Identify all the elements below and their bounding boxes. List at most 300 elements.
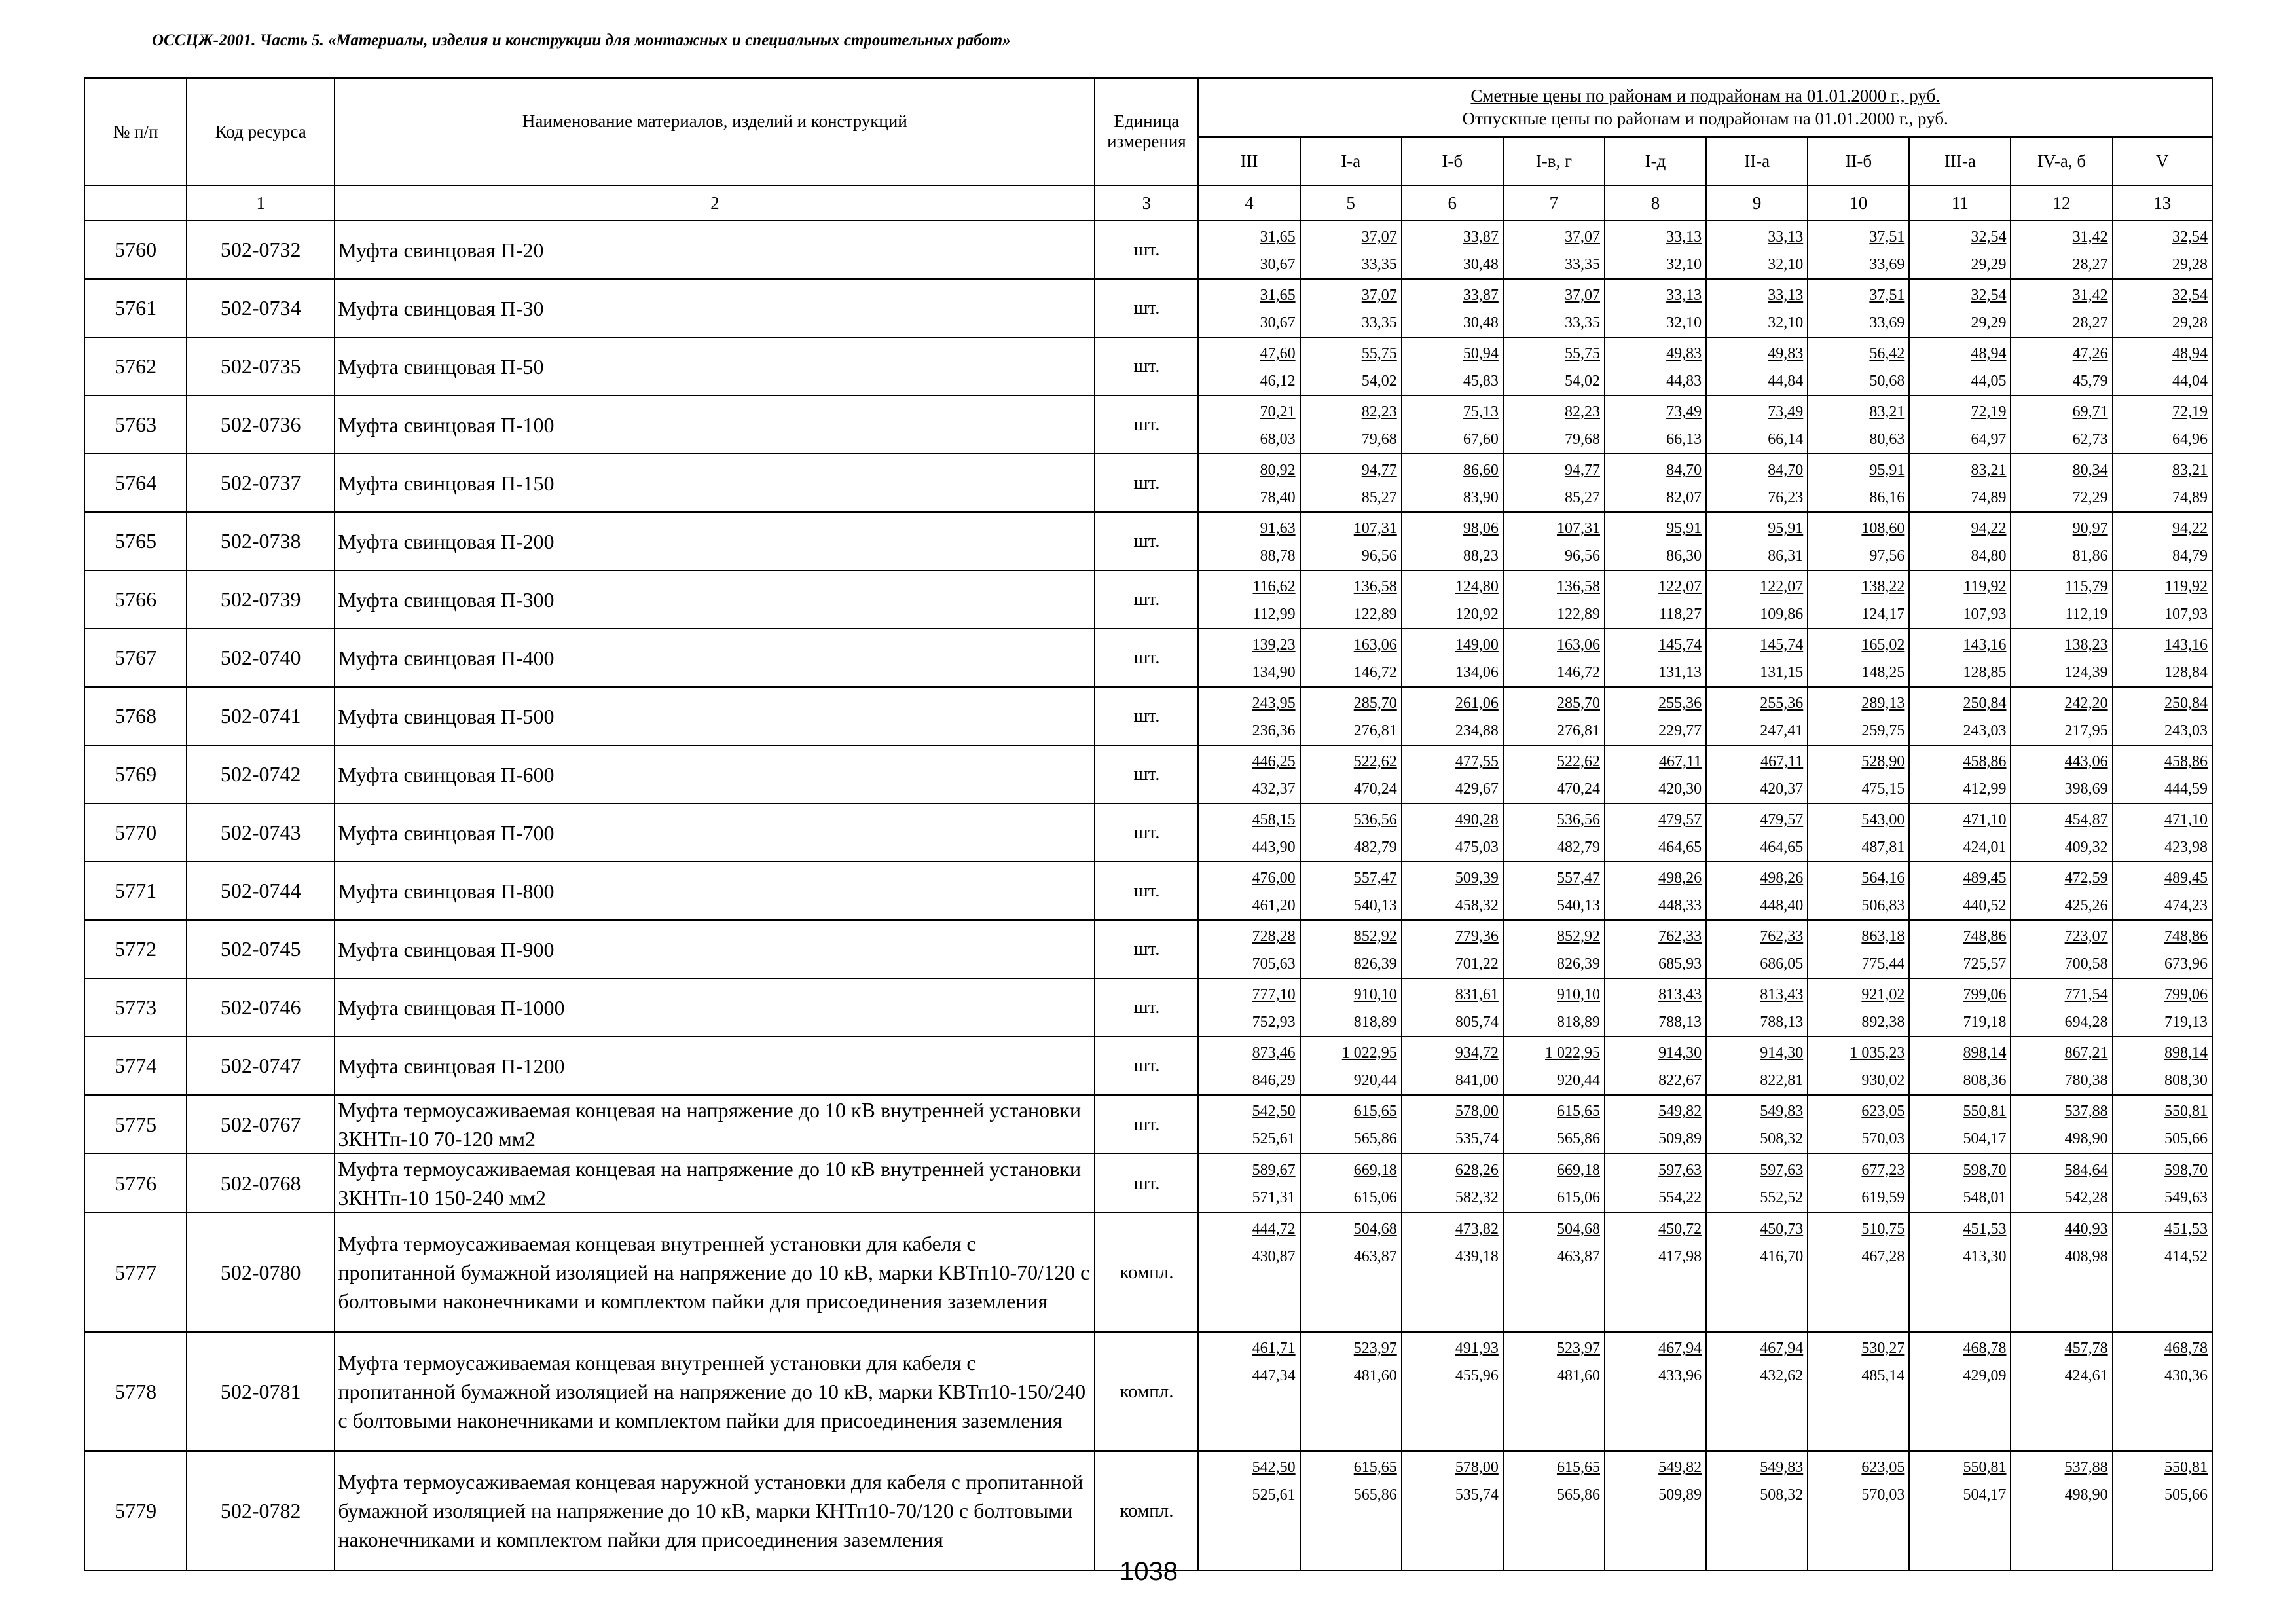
price-cell [1808, 862, 1909, 920]
price-cell [1706, 396, 1808, 454]
price-cell [2113, 862, 2212, 920]
unit: шт. [1095, 570, 1198, 629]
price-cell [1503, 978, 1605, 1037]
price-cell [2011, 1154, 2112, 1213]
release-price: 475,15 [1861, 781, 1905, 798]
row-number: 5768 [84, 687, 187, 745]
price-cell [1706, 920, 1808, 978]
estimate-price: 119,92 [1963, 578, 2007, 595]
release-price: 33,69 [1869, 256, 1905, 273]
release-price: 29,29 [1971, 256, 2007, 273]
estimate-price: 80,92 [1260, 462, 1296, 479]
release-price: 414,52 [2164, 1248, 2208, 1265]
column-number: 6 [1402, 185, 1503, 221]
column-number: 12 [2011, 185, 2112, 221]
column-number: 3 [1095, 185, 1198, 221]
price-cell [2011, 920, 2112, 978]
estimate-price: 31,42 [2072, 287, 2108, 304]
estimate-price: 255,36 [1760, 695, 1804, 712]
estimate-price: 443,06 [2064, 753, 2108, 770]
price-cell [1300, 570, 1402, 629]
estimate-price: 898,14 [2164, 1044, 2208, 1061]
estimate-price: 628,26 [1455, 1162, 1499, 1179]
estimate-price: 623,05 [1861, 1103, 1905, 1120]
table-row [84, 570, 2212, 629]
price-cell [1198, 1451, 1300, 1570]
release-price: 470,24 [1556, 781, 1600, 798]
release-price: 752,93 [1252, 1014, 1296, 1031]
price-cell [1909, 512, 2011, 570]
release-price: 243,03 [2164, 722, 2208, 739]
estimate-price: 813,43 [1760, 986, 1804, 1003]
estimate-price: 510,75 [1861, 1221, 1905, 1238]
release-price: 506,83 [1861, 897, 1905, 914]
estimate-price: 489,45 [1963, 870, 2007, 887]
estimate-price: 145,74 [1760, 637, 1804, 654]
price-cell [1808, 687, 1909, 745]
estimate-price: 136,58 [1556, 578, 1600, 595]
estimate-price: 564,16 [1861, 870, 1905, 887]
price-cell [1300, 687, 1402, 745]
release-price: 464,65 [1658, 839, 1702, 856]
price-cell [1808, 396, 1909, 454]
release-price: 554,22 [1658, 1189, 1702, 1206]
estimate-price: 33,13 [1666, 287, 1702, 304]
price-cell [1300, 1451, 1402, 1570]
price-cell [1198, 920, 1300, 978]
estimate-price: 479,57 [1760, 811, 1804, 828]
release-price: 247,41 [1760, 722, 1804, 739]
column-number: 9 [1706, 185, 1808, 221]
column-number: 2 [335, 185, 1095, 221]
price-cell [1503, 920, 1605, 978]
price-cell [1198, 337, 1300, 396]
price-cell [2113, 1095, 2212, 1154]
release-price: 818,89 [1353, 1014, 1397, 1031]
estimate-price: 289,13 [1861, 695, 1905, 712]
estimate-price: 454,87 [2064, 811, 2108, 828]
material-name: Муфта термоусаживаемая концевая на напряжение до 10 кВ внутренней установки 3КНТп-10 150-240 мм2 [335, 1154, 1095, 1213]
price-cell [1198, 1213, 1300, 1332]
price-cell [1706, 1332, 1808, 1451]
table-row [84, 803, 2212, 862]
price-cell [2113, 512, 2212, 570]
estimate-price: 615,65 [1556, 1103, 1600, 1120]
price-cell [1503, 279, 1605, 337]
material-name: Муфта свинцовая П-200 [335, 512, 1095, 570]
release-price: 420,30 [1658, 781, 1702, 798]
release-price: 412,99 [1963, 781, 2007, 798]
estimate-price: 813,43 [1658, 986, 1702, 1003]
price-cell [1198, 629, 1300, 687]
release-price: 118,27 [1659, 606, 1702, 623]
release-price: 417,98 [1658, 1248, 1702, 1265]
estimate-price: 95,91 [1869, 462, 1905, 479]
price-cell [1402, 337, 1503, 396]
row-number: 5766 [84, 570, 187, 629]
price-cell [1402, 221, 1503, 279]
table-row [84, 1154, 2212, 1213]
table-row [84, 1037, 2212, 1095]
release-price: 892,38 [1861, 1014, 1905, 1031]
row-number: 5774 [84, 1037, 187, 1095]
release-price: 535,74 [1455, 1130, 1499, 1147]
estimate-price: 37,51 [1869, 229, 1905, 246]
price-cell [1808, 221, 1909, 279]
estimate-price: 116,62 [1252, 578, 1296, 595]
price-cell [1300, 629, 1402, 687]
estimate-price: 557,47 [1353, 870, 1397, 887]
release-price: 86,31 [1768, 547, 1804, 564]
release-price: 474,23 [2164, 897, 2208, 914]
estimate-price: 451,53 [2164, 1221, 2208, 1238]
release-price: 705,63 [1252, 955, 1296, 972]
price-cell [2113, 1154, 2212, 1213]
table-row [84, 862, 2212, 920]
price-cell [1808, 570, 1909, 629]
estimate-price: 914,30 [1760, 1044, 1804, 1061]
release-price: 236,36 [1252, 722, 1296, 739]
price-cell [1605, 629, 1706, 687]
material-name: Муфта свинцовая П-20 [335, 221, 1095, 279]
estimate-price: 852,92 [1556, 928, 1600, 945]
price-cell [1909, 1213, 2011, 1332]
estimate-price: 509,39 [1455, 870, 1499, 887]
price-cell [1300, 1213, 1402, 1332]
estimate-price: 921,02 [1861, 986, 1905, 1003]
release-price: 447,34 [1252, 1367, 1296, 1384]
release-price: 822,67 [1658, 1072, 1702, 1089]
material-name: Муфта свинцовая П-400 [335, 629, 1095, 687]
estimate-price: 32,54 [2172, 287, 2208, 304]
estimate-price: 523,97 [1556, 1340, 1600, 1357]
price-cell [2113, 1451, 2212, 1570]
price-cell [2113, 803, 2212, 862]
price-cell [2113, 629, 2212, 687]
release-price: 463,87 [1353, 1248, 1397, 1265]
release-price: 481,60 [1556, 1367, 1600, 1384]
release-price: 86,30 [1666, 547, 1702, 564]
release-price: 44,84 [1768, 373, 1804, 390]
resource-code: 502-0767 [187, 1095, 335, 1154]
estimate-price: 914,30 [1658, 1044, 1702, 1061]
estimate-price: 557,47 [1556, 870, 1600, 887]
price-cell [1605, 920, 1706, 978]
estimate-price: 467,94 [1658, 1340, 1702, 1357]
header-code: Код ресурса [187, 78, 335, 185]
release-price: 146,72 [1556, 664, 1600, 681]
release-price: 45,83 [1463, 373, 1499, 390]
resource-code: 502-0741 [187, 687, 335, 745]
release-price: 29,28 [2172, 314, 2208, 331]
release-price: 508,32 [1760, 1486, 1804, 1504]
price-cell [1198, 396, 1300, 454]
release-price: 33,35 [1564, 256, 1600, 273]
price-cell [2113, 221, 2212, 279]
estimate-price: 115,79 [2065, 578, 2108, 595]
estimate-price: 669,18 [1556, 1162, 1600, 1179]
release-price: 565,86 [1353, 1130, 1397, 1147]
release-price: 128,85 [1963, 664, 2007, 681]
table-row [84, 978, 2212, 1037]
release-price: 66,14 [1768, 431, 1804, 448]
release-price: 525,61 [1252, 1130, 1296, 1147]
price-cell [1706, 221, 1808, 279]
price-cell [2113, 396, 2212, 454]
price-cell [1198, 454, 1300, 512]
column-number: 8 [1605, 185, 1706, 221]
release-price: 423,98 [2164, 839, 2208, 856]
release-price: 409,32 [2064, 839, 2108, 856]
release-price: 552,52 [1760, 1189, 1804, 1206]
release-price: 505,66 [2164, 1130, 2208, 1147]
unit: шт. [1095, 337, 1198, 396]
header-name: Наименование материалов, изделий и конструкций [335, 78, 1095, 185]
release-price: 120,92 [1455, 606, 1499, 623]
price-cell [1909, 687, 2011, 745]
estimate-price: 95,91 [1768, 520, 1804, 537]
price-cell [1909, 745, 2011, 803]
estimate-price: 522,62 [1556, 753, 1600, 770]
estimate-price: 108,60 [1861, 520, 1905, 537]
price-cell [1402, 1154, 1503, 1213]
estimate-price: 549,82 [1658, 1459, 1702, 1476]
price-cell [2011, 454, 2112, 512]
estimate-price: 82,23 [1361, 403, 1397, 420]
release-price: 128,84 [2164, 664, 2208, 681]
estimate-price: 615,65 [1556, 1459, 1600, 1476]
price-cell [1706, 454, 1808, 512]
estimate-price: 578,00 [1455, 1103, 1499, 1120]
release-price: 619,59 [1861, 1189, 1905, 1206]
estimate-price: 537,88 [2064, 1103, 2108, 1120]
release-price: 46,12 [1260, 373, 1296, 390]
price-cell [1706, 570, 1808, 629]
price-cell [1909, 279, 2011, 337]
column-number [84, 185, 187, 221]
estimate-price: 444,72 [1252, 1221, 1296, 1238]
unit: шт. [1095, 687, 1198, 745]
price-cell [1808, 978, 1909, 1037]
price-cell [1808, 1154, 1909, 1213]
release-price: 582,32 [1455, 1189, 1499, 1206]
unit: шт. [1095, 803, 1198, 862]
estimate-price: 250,84 [1963, 695, 2007, 712]
material-name: Муфта термоусаживаемая концевая внутренней установки для кабеля с пропитанной бумажной изоляцией на напряжение до 10 кВ, марки КВТп10-70/120 с болтовыми наконечниками и комплектом пайки для присоединения заземления [335, 1213, 1095, 1332]
price-cell [1808, 512, 1909, 570]
release-price: 122,89 [1556, 606, 1600, 623]
table-row [84, 687, 2212, 745]
release-price: 509,89 [1658, 1486, 1702, 1504]
header-region: II-а [1706, 137, 1808, 185]
price-cell [1198, 512, 1300, 570]
price-cell [1909, 570, 2011, 629]
estimate-price: 863,18 [1861, 928, 1905, 945]
release-price: 45,79 [2072, 373, 2108, 390]
price-cell [1300, 1332, 1402, 1451]
release-price: 74,89 [2172, 489, 2208, 506]
price-cell [1909, 920, 2011, 978]
estimate-price: 799,06 [2164, 986, 2208, 1003]
price-cell [2011, 1095, 2112, 1154]
price-cell [1198, 1095, 1300, 1154]
estimate-price: 136,58 [1353, 578, 1397, 595]
price-cell [1300, 279, 1402, 337]
release-price: 32,10 [1666, 314, 1702, 331]
price-cell [1503, 1451, 1605, 1570]
release-price: 548,01 [1963, 1189, 2007, 1206]
estimate-price: 728,28 [1252, 928, 1296, 945]
estimate-price: 163,06 [1353, 637, 1397, 654]
header-region: I-а [1300, 137, 1402, 185]
price-cell [1909, 1095, 2011, 1154]
estimate-price: 124,80 [1455, 578, 1499, 595]
estimate-price: 489,45 [2164, 870, 2208, 887]
estimate-price: 450,73 [1760, 1221, 1804, 1238]
price-cell [1300, 512, 1402, 570]
price-cell [2011, 221, 2112, 279]
estimate-price: 48,94 [1971, 345, 2007, 362]
price-cell [1605, 1451, 1706, 1570]
estimate-price: 94,22 [2172, 520, 2208, 537]
release-price: 88,78 [1260, 547, 1296, 564]
price-cell [1909, 1451, 2011, 1570]
estimate-price: 446,25 [1252, 753, 1296, 770]
estimate-price: 95,91 [1666, 520, 1702, 537]
release-price: 234,88 [1455, 722, 1499, 739]
release-price: 540,13 [1353, 897, 1397, 914]
price-cell [1300, 1037, 1402, 1095]
release-price: 444,59 [2164, 781, 2208, 798]
material-name: Муфта свинцовая П-150 [335, 454, 1095, 512]
estimate-price: 37,51 [1869, 287, 1905, 304]
price-cell [1300, 862, 1402, 920]
price-cell [2113, 454, 2212, 512]
estimate-price: 32,54 [1971, 229, 2007, 246]
estimate-price: 31,42 [2072, 229, 2108, 246]
price-cell [1808, 1037, 1909, 1095]
price-cell [2113, 978, 2212, 1037]
estimate-price: 37,07 [1564, 287, 1600, 304]
header-prices [1198, 78, 2212, 137]
price-cell [1198, 1332, 1300, 1451]
material-name: Муфта свинцовая П-500 [335, 687, 1095, 745]
table-row [84, 1332, 2212, 1451]
release-price: 259,75 [1861, 722, 1905, 739]
estimate-price: 440,93 [2064, 1221, 2108, 1238]
estimate-price: 56,42 [1869, 345, 1905, 362]
release-price: 549,63 [2164, 1189, 2208, 1206]
price-cell [1300, 337, 1402, 396]
table-row [84, 1213, 2212, 1332]
release-price: 30,67 [1260, 314, 1296, 331]
estimate-price: 550,81 [1963, 1103, 2007, 1120]
material-name: Муфта свинцовая П-30 [335, 279, 1095, 337]
price-cell [2011, 687, 2112, 745]
price-cell [1300, 803, 1402, 862]
header-prices-estimate: Сметные цены по районам и подрайонам на 01.01.2000 г., руб. [1470, 86, 1941, 105]
row-number: 5761 [84, 279, 187, 337]
estimate-price: 615,65 [1353, 1459, 1397, 1476]
price-cell [1402, 1095, 1503, 1154]
release-price: 565,86 [1353, 1486, 1397, 1504]
price-cell [1605, 512, 1706, 570]
price-cell [1300, 978, 1402, 1037]
header-region: II-б [1808, 137, 1909, 185]
estimate-price: 589,67 [1252, 1162, 1296, 1179]
material-name: Муфта свинцовая П-50 [335, 337, 1095, 396]
price-cell [1909, 221, 2011, 279]
estimate-price: 910,10 [1353, 986, 1397, 1003]
estimate-price: 107,31 [1353, 520, 1397, 537]
price-cell [1503, 1037, 1605, 1095]
estimate-price: 50,94 [1463, 345, 1499, 362]
estimate-price: 1 022,95 [1341, 1044, 1397, 1061]
estimate-price: 530,27 [1861, 1340, 1905, 1357]
release-price: 112,99 [1252, 606, 1296, 623]
header-unit: Единица измерения [1095, 78, 1198, 185]
price-cell [1198, 687, 1300, 745]
column-number: 4 [1198, 185, 1300, 221]
estimate-price: 536,56 [1353, 811, 1397, 828]
release-price: 485,14 [1861, 1367, 1905, 1384]
estimate-price: 69,71 [2072, 403, 2108, 420]
estimate-price: 522,62 [1353, 753, 1397, 770]
estimate-price: 163,06 [1556, 637, 1600, 654]
price-cell [2011, 279, 2112, 337]
unit: шт. [1095, 862, 1198, 920]
price-cell [1503, 396, 1605, 454]
column-number: 1 [187, 185, 335, 221]
unit: шт. [1095, 978, 1198, 1037]
release-price: 67,60 [1463, 431, 1499, 448]
release-price: 33,35 [1361, 314, 1397, 331]
release-price: 413,30 [1963, 1248, 2007, 1265]
estimate-price: 83,21 [1869, 403, 1905, 420]
estimate-price: 550,81 [1963, 1459, 2007, 1476]
resource-code: 502-0768 [187, 1154, 335, 1213]
estimate-price: 852,92 [1353, 928, 1397, 945]
unit: шт. [1095, 1037, 1198, 1095]
unit: шт. [1095, 454, 1198, 512]
estimate-price: 543,00 [1861, 811, 1905, 828]
estimate-price: 536,56 [1556, 811, 1600, 828]
release-price: 686,05 [1760, 955, 1804, 972]
row-number: 5779 [84, 1451, 187, 1570]
price-cell [2113, 279, 2212, 337]
estimate-price: 934,72 [1455, 1044, 1499, 1061]
price-cell [2011, 629, 2112, 687]
price-cell [2113, 745, 2212, 803]
price-cell [1300, 920, 1402, 978]
price-cell [1402, 1037, 1503, 1095]
price-cell [1706, 629, 1808, 687]
estimate-price: 83,21 [1971, 462, 2007, 479]
release-price: 64,97 [1971, 431, 2007, 448]
estimate-price: 748,86 [2164, 928, 2208, 945]
estimate-price: 122,07 [1760, 578, 1804, 595]
row-number: 5765 [84, 512, 187, 570]
price-cell [1605, 1095, 1706, 1154]
release-price: 570,03 [1861, 1486, 1905, 1504]
release-price: 276,81 [1353, 722, 1397, 739]
price-cell [1909, 454, 2011, 512]
table-row [84, 745, 2212, 803]
resource-code: 502-0780 [187, 1213, 335, 1332]
estimate-price: 37,07 [1361, 229, 1397, 246]
price-cell [1300, 221, 1402, 279]
estimate-price: 458,86 [1963, 753, 2007, 770]
